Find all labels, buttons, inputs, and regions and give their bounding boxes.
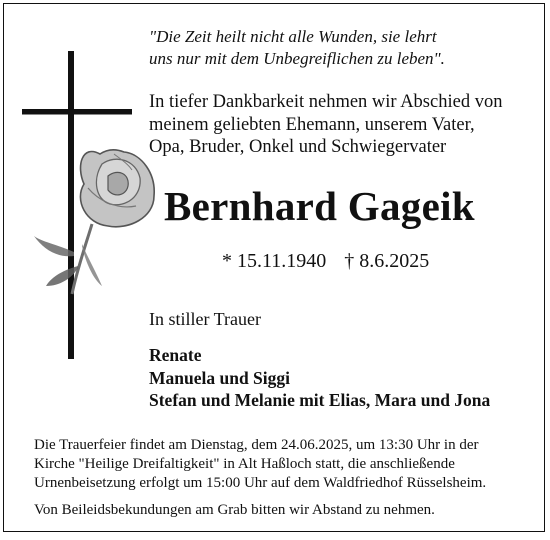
funeral-line: Urnenbeisetzung erfolgt um 15:00 Uhr auf dem Waldfriedhof Rüsselsheim. [34, 475, 487, 491]
life-dates [222, 249, 522, 273]
funeral-line: Kirche "Heilige Dreifaltigkeit" in Alt Haßloch statt, die anschließende [34, 456, 455, 472]
funeral-details [34, 436, 534, 493]
mourners-intro: In stiller Trauer [149, 309, 261, 329]
mourner-name: Stefan und Melanie mit Elias, Mara und Jona [149, 390, 491, 410]
death-date: † 8.6.2025 [344, 250, 430, 272]
farewell-line: Opa, Bruder, Onkel und Schwiegervater [149, 137, 447, 157]
funeral-line: Die Trauerfeier findet am Dienstag, dem 24.06.2025, um 13:30 Uhr in der [34, 437, 479, 453]
funeral-info [34, 436, 534, 520]
rose-icon [34, 150, 154, 294]
quote-line: uns nur mit dem Unbegreiflichen zu leben". [149, 49, 445, 68]
deceased-name: Bernhard Gageik [164, 183, 475, 229]
mourner-name: Renate [149, 345, 202, 365]
quote [149, 26, 529, 70]
condolence-note: Von Beileidsbekundungen am Grab bitten wir Abstand zu nehmen. [34, 502, 435, 518]
mourner-name: Manuela und Siggi [149, 367, 291, 388]
birth-date: * 15.11.1940 [222, 250, 327, 272]
quote-line: "Die Zeit heilt nicht alle Wunden, sie lehrt [149, 27, 437, 46]
obituary-notice [3, 3, 545, 532]
farewell-line: meinem geliebten Ehemann, unserem Vater, [149, 114, 475, 135]
mourners-list [149, 344, 544, 412]
farewell-text [149, 91, 544, 159]
farewell-line: In tiefer Dankbarkeit nehmen wir Abschied von [149, 92, 503, 112]
